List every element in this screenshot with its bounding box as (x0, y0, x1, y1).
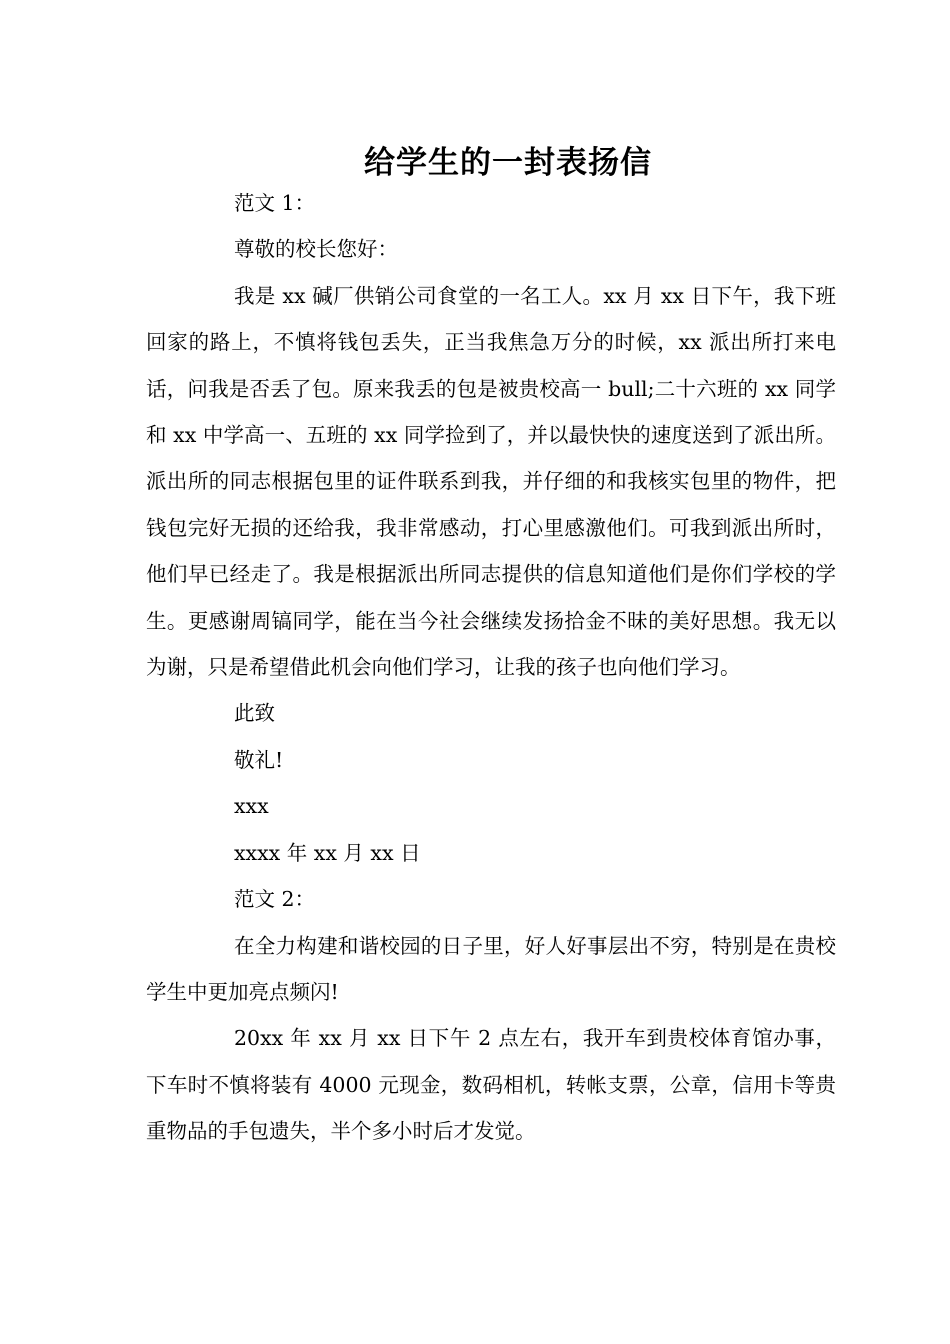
document-title: 给学生的一封表扬信 (364, 144, 652, 181)
paragraph-salutation: 尊敬的校长您好： (234, 237, 398, 262)
paragraph-date: xxxx 年 xx 月 xx 日 (234, 840, 421, 865)
document-body (146, 180, 836, 1155)
paragraph-signature: xxx (234, 794, 269, 819)
paragraph-letter-body: 我是 xx 碱厂供销公司食堂的一名工人。xx 月 xx 日下午，我下班回家的路上，不慎将钱包丢失，正当我焦急万分的时候，xx 派出所打来电话，问我是否丢了包。原来我丢的包是被贵校高一 bull;二十六班的 xx 同学和 xx 中学高一、五班的 xx 同学捡到了，并以最快快的速度送到了派出所。派出所的同志根据包里的证件联系到我，并仔细的和我核实包里的物件，把钱包完好无损的还给我，我非常感动，打心里感激他们。可我到派出所时，他们早已经走了。我是根据派出所同志提供的信息知道他们是你们学校的学生。更感谢周镐同学，能在当今社会继续发扬拾金不昧的美好思想。我无以为谢，只是希望借此机会向他们学习，让我的孩子也向他们学习。 (146, 283, 836, 680)
paragraph-sample-2-intro: 在全力构建和谐校园的日子里，好人好事层出不穷，特别是在贵校学生中更加亮点频闪! (146, 933, 836, 1004)
paragraph-closing-jingli: 敬礼! (234, 747, 284, 772)
paragraph-sample-2-heading: 范文 2： (234, 887, 316, 912)
paragraph-sample-1-heading: 范文 1： (234, 191, 316, 215)
paragraph-sample-2-body: 20xx 年 xx 月 xx 日下午 2 点左右，我开车到贵校体育馆办事，下车时不慎将装有 4000 元现金，数码相机，转帐支票，公章，信用卡等贵重物品的手包遗失，半个多小时后才发觉。 (146, 1026, 836, 1144)
paragraph-closing-cizhi: 此致 (234, 701, 275, 726)
